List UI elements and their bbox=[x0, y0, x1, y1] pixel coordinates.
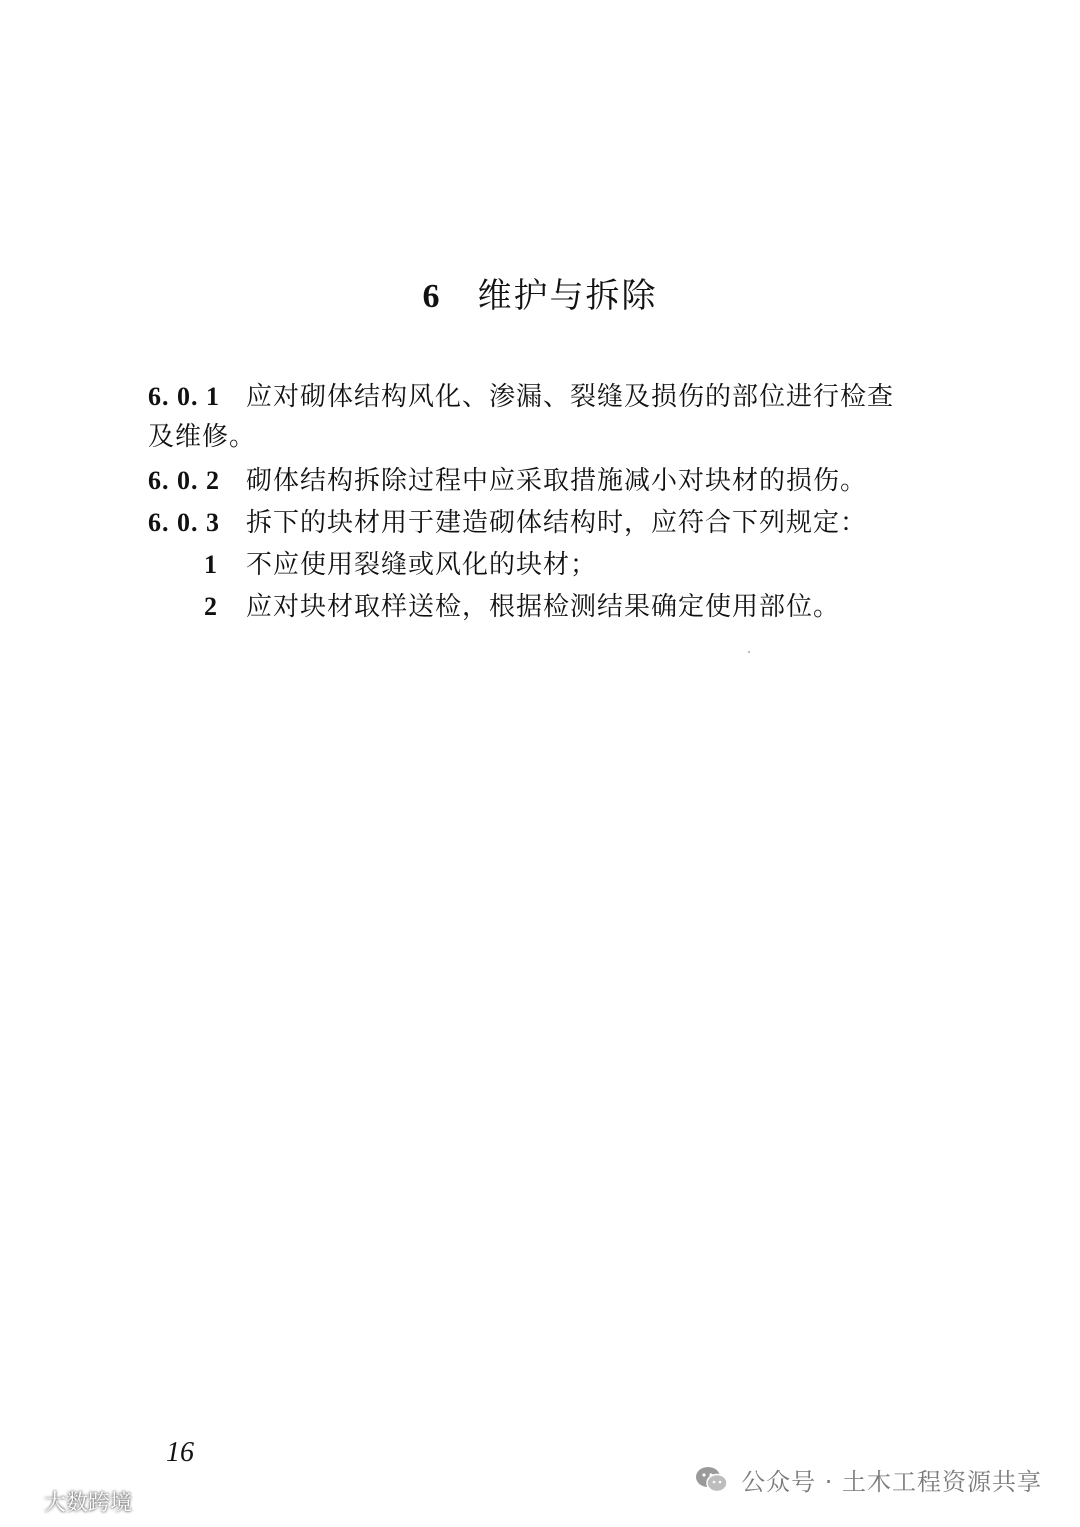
clause-text-continuation: 及维修。 bbox=[148, 422, 257, 452]
public-account-text: 公众号 · 土木工程资源共享 bbox=[741, 1468, 1042, 1496]
clause-text: 砌体结构拆除过程中应采取措施减小对块材的损伤。 bbox=[246, 466, 868, 496]
chapter-number: 6 bbox=[422, 278, 442, 315]
logo-text: 大数跨境 bbox=[44, 1491, 133, 1516]
clause-text: 拆下的块材用于建造砌体结构时，应符合下列规定： bbox=[246, 508, 868, 538]
clause-text: 应对砌体结构风化、渗漏、裂缝及损伤的部位进行检查 bbox=[246, 382, 895, 412]
chapter-heading bbox=[0, 268, 1080, 317]
clause-number: 6. 0. 3 bbox=[148, 508, 220, 537]
item-number: 2 bbox=[204, 592, 217, 621]
chapter-title: 维护与拆除 bbox=[477, 276, 658, 316]
clause-6-0-3 bbox=[148, 503, 948, 543]
clause-number: 6. 0. 1 bbox=[148, 382, 220, 411]
item-number: 1 bbox=[204, 550, 217, 579]
clause-6-0-1 bbox=[148, 377, 948, 457]
item-text: 应对块材取样送检，根据检测结果确定使用部位。 bbox=[246, 592, 841, 622]
wechat-icon bbox=[695, 1466, 729, 1494]
watermark-logo bbox=[8, 1486, 132, 1517]
clause-6-0-2 bbox=[148, 461, 948, 501]
page-number: 16 bbox=[166, 1437, 194, 1468]
list-item bbox=[204, 587, 840, 627]
item-text: 不应使用裂缝或风化的块材； bbox=[246, 550, 598, 580]
list-item bbox=[204, 545, 597, 585]
brand-logo-icon bbox=[8, 1491, 38, 1513]
watermark-public-account bbox=[695, 1462, 1042, 1497]
scan-speck bbox=[748, 651, 750, 653]
clause-number: 6. 0. 2 bbox=[148, 466, 220, 495]
